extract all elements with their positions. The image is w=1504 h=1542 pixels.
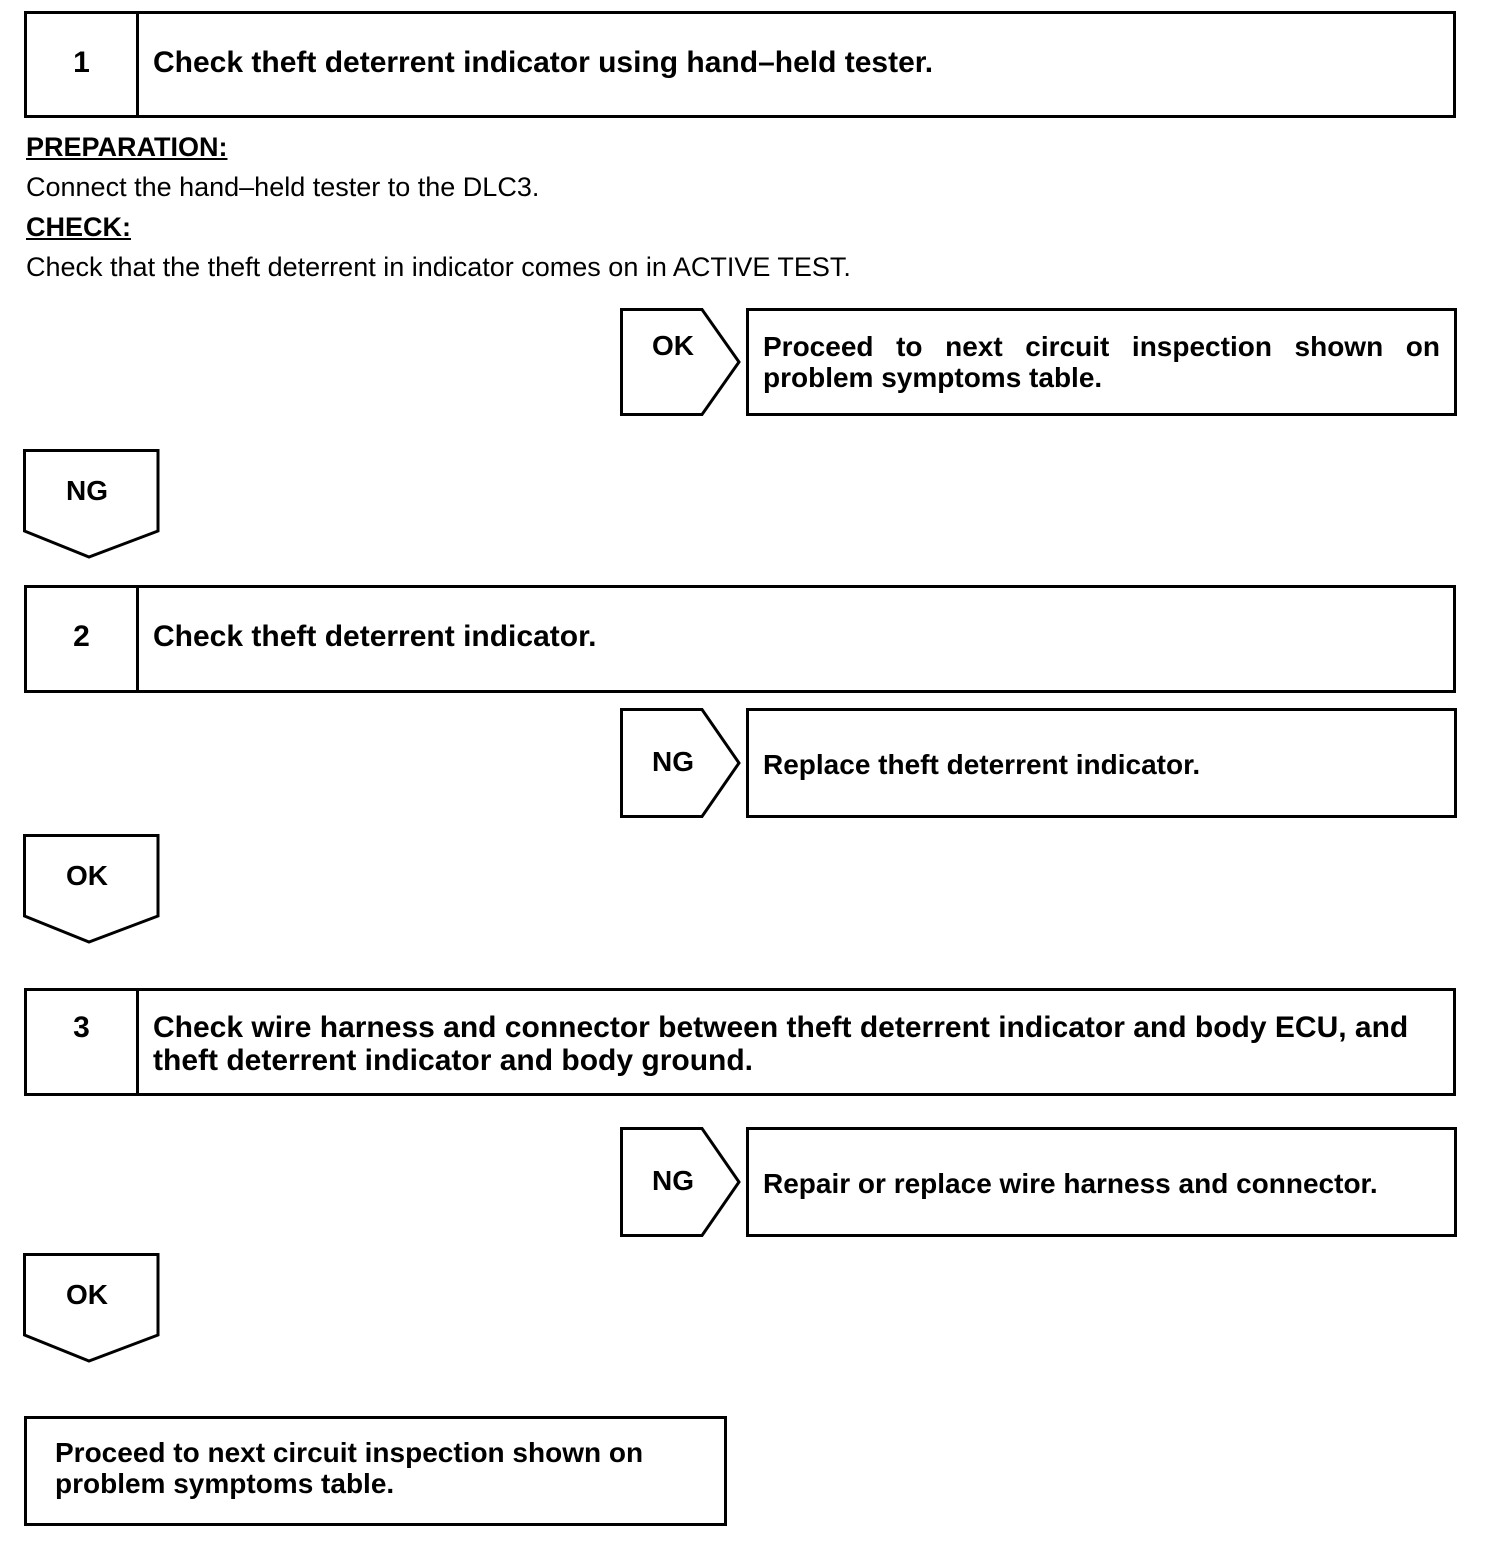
step-1-ng-label: NG [66, 475, 108, 506]
step-3-ok-label: OK [66, 1279, 108, 1310]
step-2-ng-label: NG [652, 746, 694, 777]
step-2-number: 2 [27, 588, 139, 690]
check-text: Check that the theft deterrent in indicator comes on in ACTIVE TEST. [26, 252, 851, 282]
step-3-number: 3 [27, 991, 139, 1093]
preparation-text: Connect the hand–held tester to the DLC3. [26, 172, 540, 202]
final-result: Proceed to next circuit inspection shown on problem symptoms table. [24, 1416, 727, 1526]
step-1-title: Check theft deterrent indicator using hand–held tester. [153, 46, 934, 79]
step-3-ng-result: Repair or replace wire harness and connector. [746, 1127, 1457, 1237]
step-1-ok-label: OK [652, 330, 694, 361]
step-3-ng-label: NG [652, 1165, 694, 1196]
step-3-title: Check wire harness and connector between theft deterrent indicator and body ECU, and theft deterrent indicator and body ground. [153, 1011, 1409, 1077]
ok-right-arrow-icon [620, 308, 742, 416]
step-1-box [24, 11, 1456, 118]
step-2-title: Check theft deterrent indicator. [153, 620, 597, 653]
step-2-ok-label: OK [66, 860, 108, 891]
step-2-ng-result: Replace theft deterrent indicator. [746, 708, 1457, 818]
preparation-label: PREPARATION: [26, 132, 228, 162]
step-1-ok-result: Proceed to next circuit inspection shown on problem symptoms table. [746, 308, 1457, 416]
step-2-box [24, 585, 1456, 693]
check-label: CHECK: [26, 212, 131, 242]
step-3-box [24, 988, 1456, 1096]
step-1-number: 1 [27, 14, 139, 115]
